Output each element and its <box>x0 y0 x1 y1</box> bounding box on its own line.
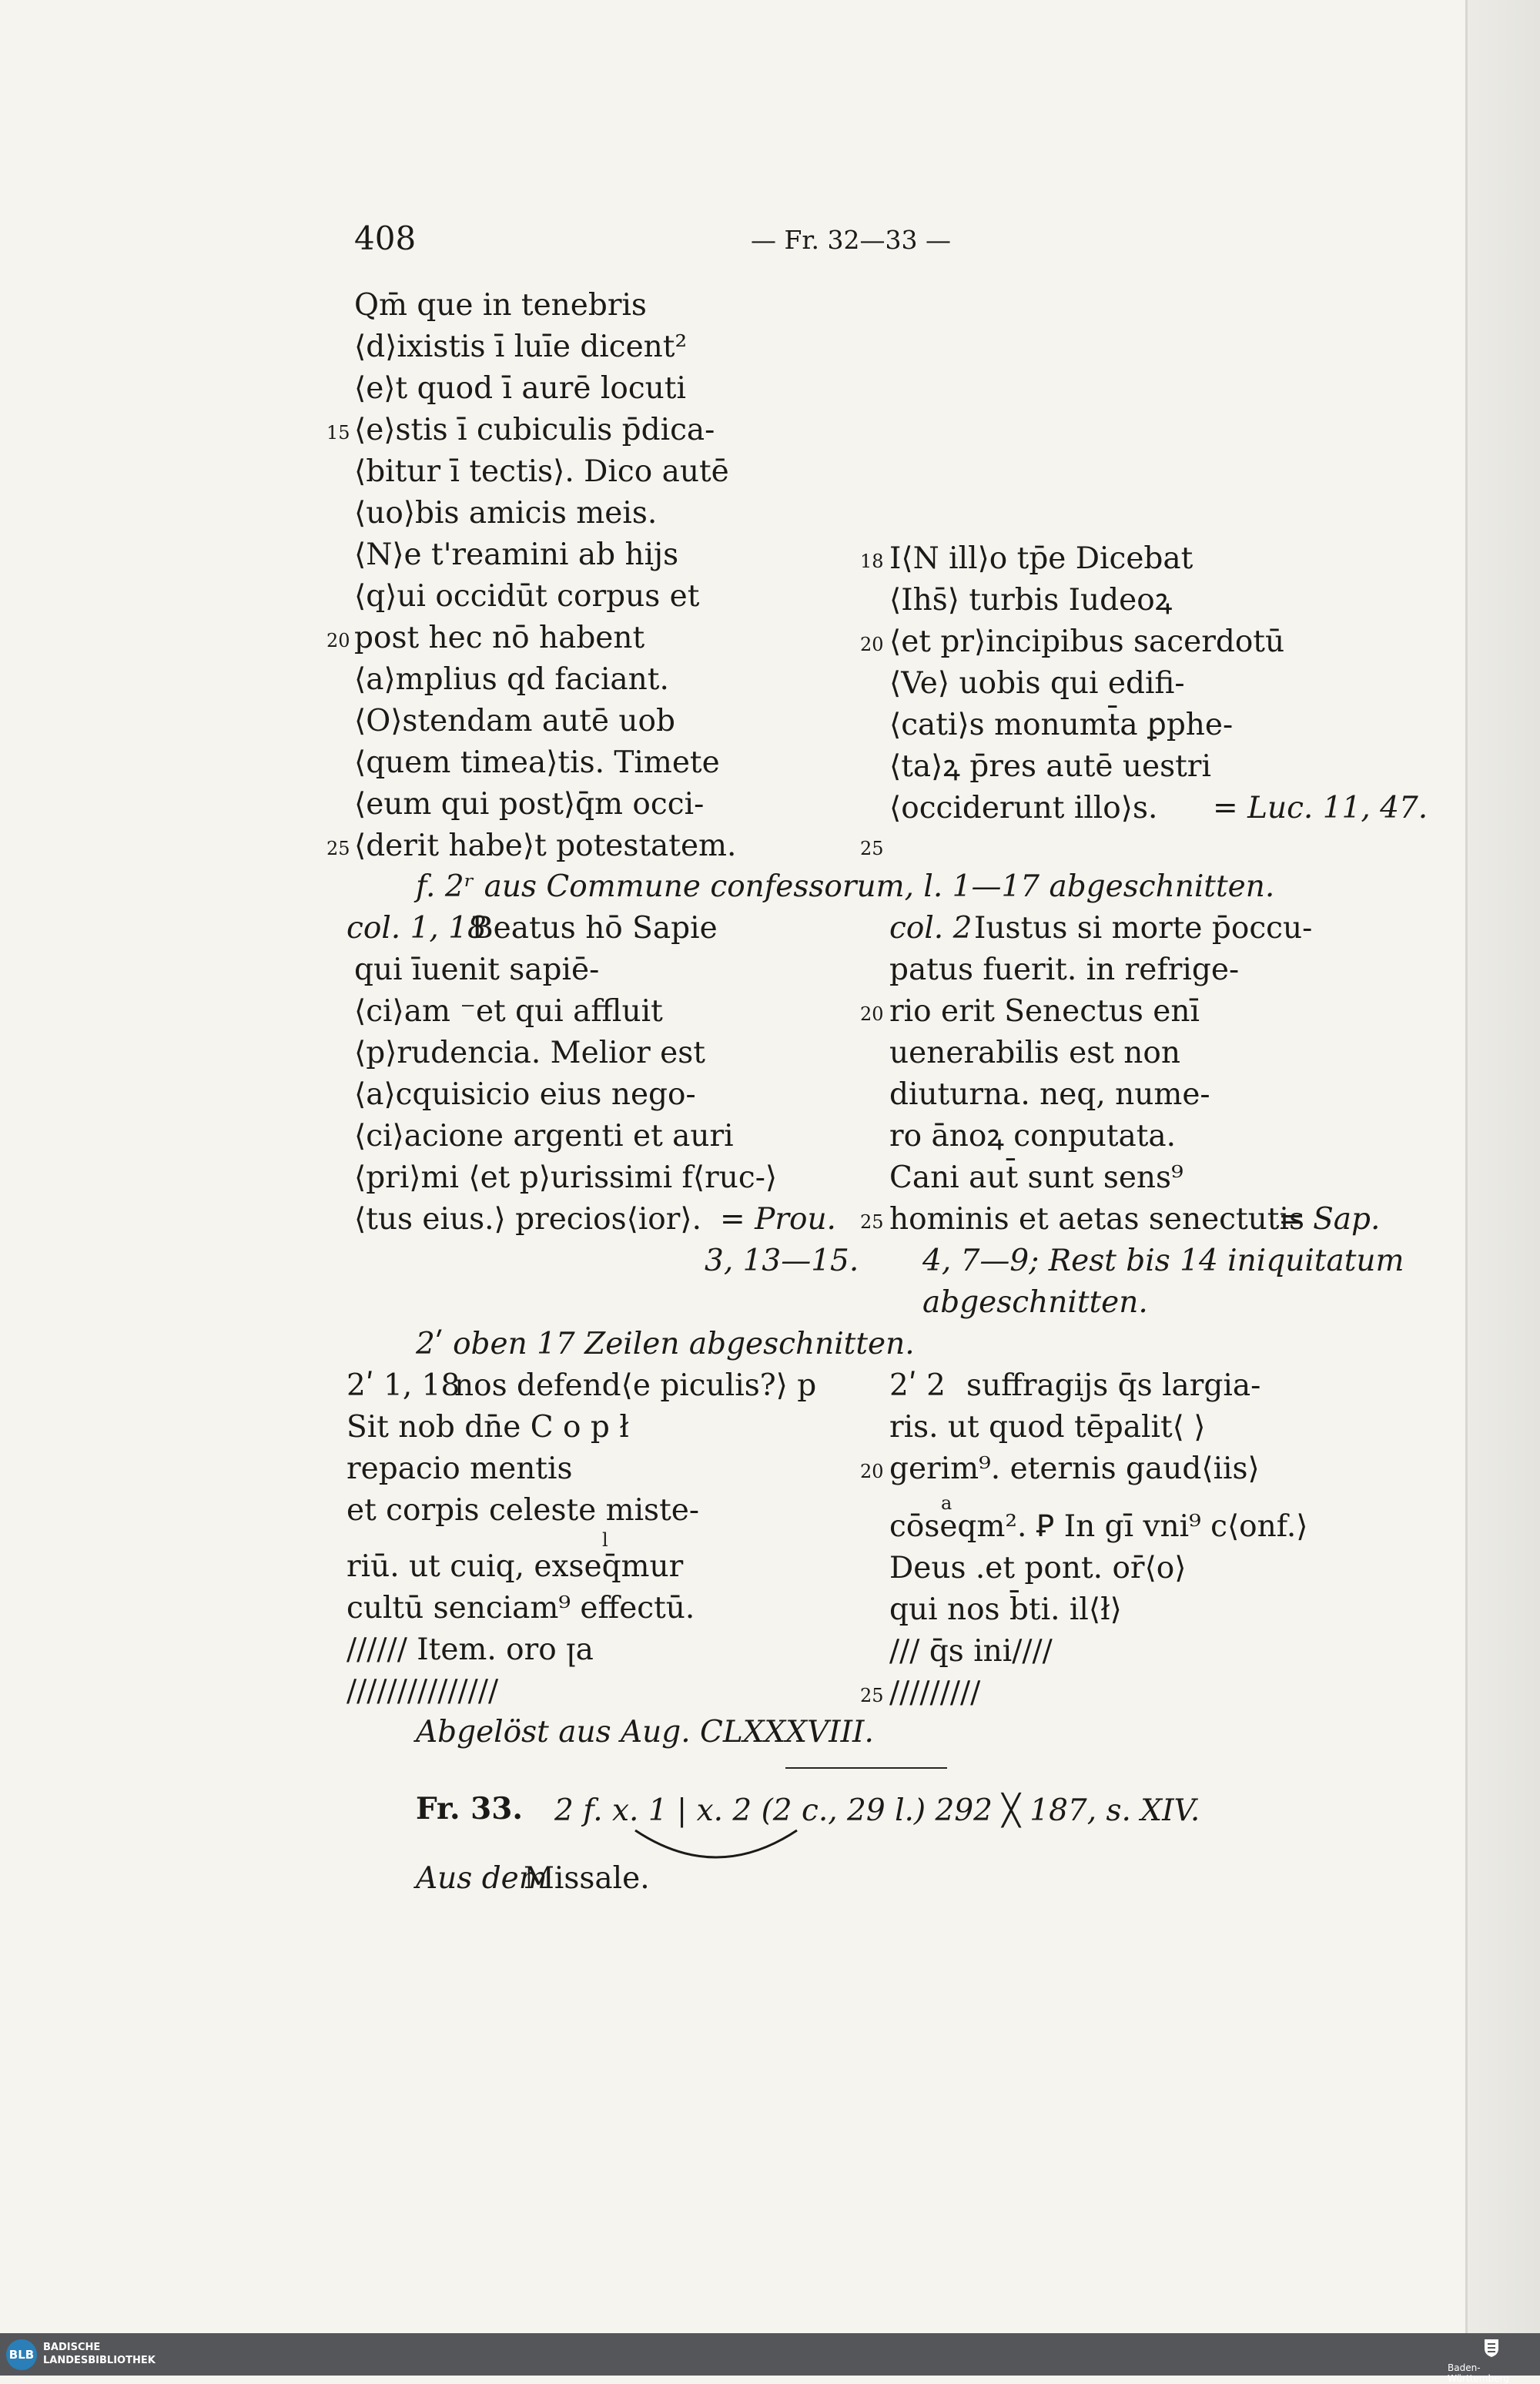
page-number: 408 <box>354 219 417 257</box>
col1-line: ⟨ci⟩am ⁻et qui affluit <box>354 994 663 1029</box>
section-rule <box>785 1767 947 1769</box>
left-line: ⟨d⟩ixistis ī luīe dicent² <box>354 330 688 364</box>
state-label: Baden-Württemberg <box>1448 2362 1509 2384</box>
scripture-reference: = Prou. <box>720 1202 836 1237</box>
col1-line: ⟨tus eius.⟩ precios⟨ior⟩. <box>354 1202 702 1237</box>
right-line: I⟨N ill⟩o tp̄e Dicebat <box>889 541 1194 576</box>
verso2-line: ris. ut quod tēpalit⟨ ⟩ <box>889 1410 1206 1445</box>
verso2-line: Deus .et pont. or̄⟨o⟩ <box>889 1551 1187 1585</box>
fragment-description: 2 f. x. 1 | x. 2 (2 c., 29 l.) 292 ╳ 187, s. XIV. <box>554 1793 1200 1828</box>
verso2-line: cōseqm². Ꝑ In gī vni⁹ c⟨onf.⟩ <box>889 1509 1308 1544</box>
left-line: Qm̄ que in tenebris <box>354 288 647 323</box>
col2-line: Cani aut̄ sunt sens⁹ <box>889 1160 1183 1195</box>
verso1-line: ////// Item. oro ꞁa <box>346 1632 594 1667</box>
line-number: 15 <box>326 422 350 444</box>
fragment-label: Fr. 33. <box>416 1791 523 1827</box>
col1-line: ⟨a⟩cquisicio eius nego- <box>354 1077 696 1112</box>
library-name-line1: BADISCHE <box>43 2342 101 2353</box>
left-line: ⟨quem timea⟩tis. Timete <box>354 745 720 780</box>
blb-logo-icon: BLB <box>6 2339 37 2370</box>
verso2-line: suffragijs q̄s largia- <box>966 1368 1261 1403</box>
provenance-note: Abgelöst aus Aug. CLXXXVIII. <box>416 1715 874 1749</box>
line-number: 20 <box>326 630 350 651</box>
scripture-reference: 3, 13—15. <box>705 1244 859 1278</box>
library-name <box>43 2341 156 2367</box>
col2-note: abgeschnitten. <box>922 1285 1148 1320</box>
verso1-line: nos defend⟨e piculis?⟩ p <box>454 1368 817 1403</box>
left-line: post hec nō habent <box>354 621 645 655</box>
library-name-line2: LANDESBIBLIOTHEK <box>43 2355 156 2366</box>
right-line: ⟨occiderunt illo⟩s. <box>889 791 1158 825</box>
col1-line: ⟨pri⟩mi ⟨et p⟩urissimi f⟨ruc-⟩ <box>354 1160 778 1195</box>
line-number: 18 <box>860 551 884 572</box>
left-line: ⟨q⟩ui occidūt corpus et <box>354 579 700 614</box>
verso1-line: repacio mentis <box>346 1451 573 1486</box>
verso1-line: riū. ut cuiq, exseq̄mur <box>346 1549 684 1584</box>
column-label: 2ʹ 2 <box>889 1368 946 1403</box>
verso1-line: cultū senciam⁹ effectū. <box>346 1591 695 1626</box>
left-line: ⟨e⟩stis ī cubiculis p̄dica- <box>354 413 715 447</box>
footer-bar <box>0 2333 1540 2376</box>
state-crest-icon <box>1483 2338 1500 2358</box>
col1-line: ⟨p⟩rudencia. Melior est <box>354 1036 705 1070</box>
source-word: Missale. <box>524 1861 650 1896</box>
col2-line: patus fuerit. in refrige- <box>889 953 1240 987</box>
superscript-correction: a <box>941 1492 952 1514</box>
line-number: 20 <box>860 1461 884 1482</box>
right-line: ⟨Ihs̄⟩ turbis Iudeoꝝ <box>889 583 1173 618</box>
left-line: ⟨uo⟩bis amicis meis. <box>354 496 658 531</box>
column-label: col. 2 <box>889 911 973 946</box>
left-line: ⟨eum qui post⟩q̄m occi- <box>354 787 705 822</box>
running-title: — Fr. 32—33 — <box>751 225 951 255</box>
col1-line: ⟨ci⟩acione argenti et auri <box>354 1119 734 1153</box>
col2-line: hominis et aetas senectutis <box>889 1202 1304 1237</box>
col1-line: qui īuenit sapiē- <box>354 953 600 987</box>
col2-line: diuturna. neq, nume- <box>889 1077 1210 1112</box>
right-line: ⟨et pr⟩incipibus sacerdotū <box>889 624 1285 659</box>
verso2-line: ///////// <box>889 1676 981 1710</box>
verso1-line: et corpis celeste miste- <box>346 1493 700 1528</box>
left-line: ⟨N⟩e t'reamini ab hijs <box>354 537 679 572</box>
left-line: ⟨bitur ī tectis⟩. Dico autē <box>354 454 729 489</box>
right-line: ⟨cati⟩s monumt̄a ꝑphe- <box>889 708 1234 742</box>
section-heading: f. 2ʳ aus Commune confessorum, l. 1—17 abgeschnitten. <box>416 869 1275 904</box>
page-gutter-line <box>1465 0 1468 2333</box>
col2-note: 4, 7—9; Rest bis 14 iniquitatum <box>922 1244 1404 1278</box>
line-number: 20 <box>860 1003 884 1025</box>
left-line: ⟨e⟩t quod ī aurē locuti <box>354 371 686 406</box>
adjacent-page-edge <box>1467 0 1540 2333</box>
left-line: ⟨a⟩mplius qd faciant. <box>354 662 669 697</box>
left-line: ⟨derit habe⟩t potestatem. <box>354 829 737 863</box>
left-line: ⟨O⟩stendam autē uob <box>354 704 675 738</box>
col2-line: ro ānoꝝ conputata. <box>889 1119 1177 1153</box>
right-line: ⟨ta⟩ꝝ p̄res autē uestri <box>889 749 1211 784</box>
scripture-reference: = Sap. <box>1278 1202 1381 1237</box>
col2-line: Iustus si morte p̄occu- <box>974 911 1313 946</box>
section-heading: 2ʹ oben 17 Zeilen abgeschnitten. <box>416 1327 915 1361</box>
line-number: 25 <box>326 838 350 859</box>
verso1-line: Sit nob dn̄e C o p ł <box>346 1410 629 1445</box>
column-label: col. 1, 18 <box>346 911 487 946</box>
verso2-line: gerim⁹. eternis gaud⟨iis⟩ <box>889 1451 1260 1486</box>
line-number: 25 <box>860 1211 884 1233</box>
line-number: 25 <box>860 838 884 859</box>
verso2-line: qui nos b̄ti. il⟨ł⟩ <box>889 1592 1122 1627</box>
source-prefix: Aus dem <box>416 1861 547 1896</box>
superscript-correction: l <box>602 1529 608 1551</box>
col2-line: uenerabilis est non <box>889 1036 1180 1070</box>
line-number: 20 <box>860 634 884 655</box>
line-number: 25 <box>860 1685 884 1706</box>
column-label: 2ʹ 1, 18 <box>346 1368 460 1403</box>
col2-line: rio erit Senectus enī <box>889 994 1200 1029</box>
bracket-arc <box>631 1827 801 1865</box>
verso1-line: /////////////// <box>346 1674 499 1709</box>
right-line: ⟨Ve⟩ uobis qui edifi- <box>889 666 1185 701</box>
col1-line: Beatus hō Sapie <box>471 911 718 946</box>
scripture-reference: = Luc. 11, 47. <box>1213 791 1428 825</box>
verso2-line: /// q̄s ini//// <box>889 1634 1053 1669</box>
